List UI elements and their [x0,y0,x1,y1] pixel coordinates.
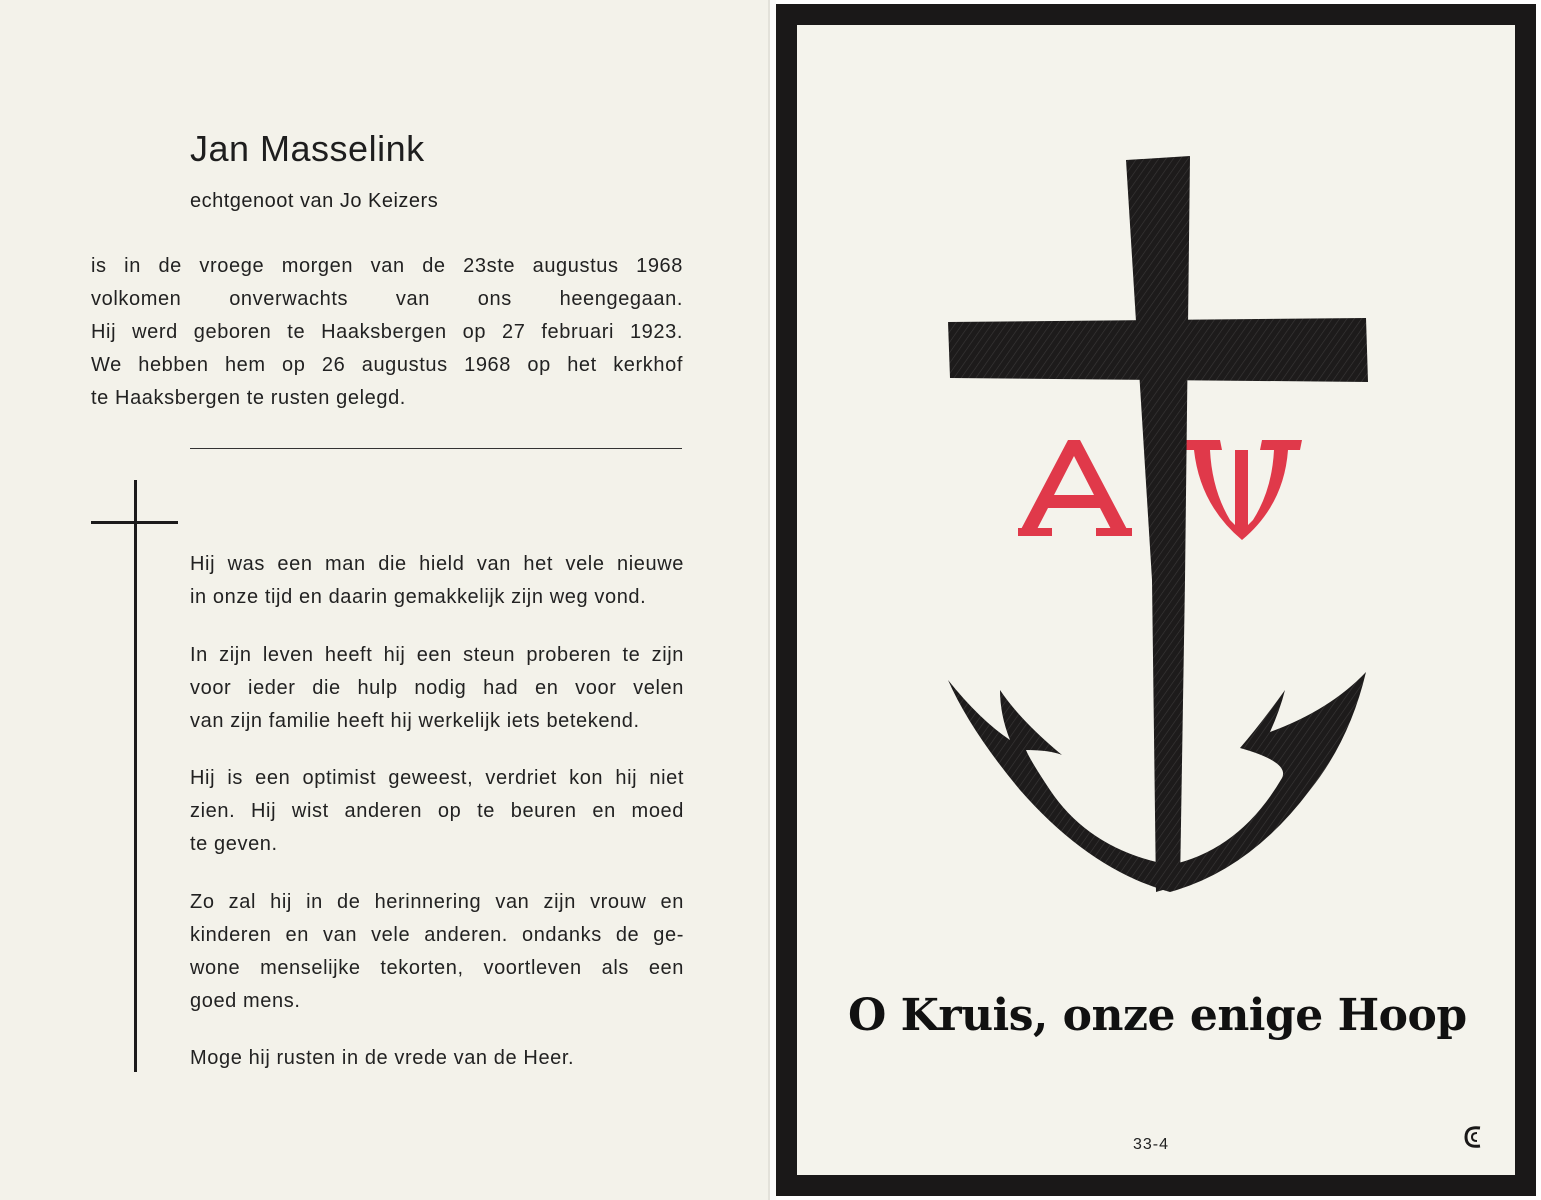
announcement-line: is in de vroege morgen van de 23ste augustus 1968 [91,255,683,277]
paragraph-line: wone menselijke tekorten, voortleven als een [190,957,684,979]
paragraph-line: Hij was een man die hield van het vele nieuwe [190,553,684,575]
divider-line [190,448,682,449]
paragraph-line: Hij is een optimist geweest, verdriet kon hij niet [190,767,684,789]
announcement-line: Hij werd geboren te Haaksbergen op 27 februari 1923. [91,321,683,343]
left-card-page [0,0,770,1200]
announcement-line: We hebben hem op 26 augustus 1968 op het kerkhof [91,354,683,376]
alpha-symbol [1018,440,1132,536]
motto-text: O Kruis, onze enige Hoop [848,990,1467,1041]
paragraph-line: goed mens. [190,990,301,1012]
announcement-line: volkomen onverwachts van ons heengegaan. [91,288,683,310]
paragraph-line: Zo zal hij in de herinnering van zijn vrouw en [190,891,684,913]
card-code: 33-4 [1133,1136,1170,1153]
paragraph-line: voor ieder die hulp nodig had en voor velen [190,677,684,699]
announcement-line: te Haaksbergen te rusten gelegd. [91,387,406,409]
paragraph-line: zien. Hij wist anderen op te beuren en moed [190,800,684,822]
cross-anchor-alpha-omega-icon [930,150,1390,910]
cross-icon-horizontal-beam [91,521,178,524]
paragraph-line: In zijn leven heeft hij een steun proberen te zijn [190,644,684,666]
paragraph-line: kinderen en van vele anderen. ondanks de ge- [190,924,684,946]
deceased-name: Jan Masselink [190,128,425,169]
printer-logo-icon [1462,1124,1484,1150]
paragraph-line: te geven. [190,833,278,855]
omega-symbol [1168,440,1302,540]
paragraph-line: Moge hij rusten in de vrede van de Heer. [190,1047,575,1069]
paragraph-line: van zijn familie heeft hij werkelijk iets betekend. [190,710,640,732]
cross-icon-vertical-beam [134,480,137,1072]
paragraph-line: in onze tijd en daarin gemakkelijk zijn weg vond. [190,586,647,608]
spouse-line: echtgenoot van Jo Keizers [190,190,439,212]
